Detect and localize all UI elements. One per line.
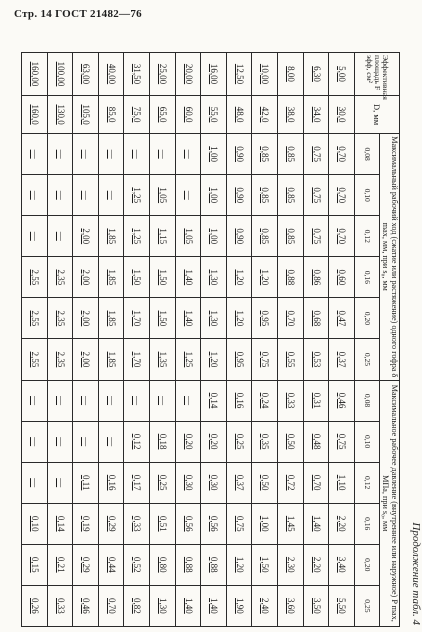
cell-area: 20,00 xyxy=(175,53,201,96)
cell-diameter: 30,0 xyxy=(329,96,355,134)
cell-stroke: 2,55 xyxy=(22,298,48,339)
cell-pressure: 0,25 xyxy=(150,462,176,503)
cell-stroke: 2,00 xyxy=(73,257,99,298)
cell-pressure: — xyxy=(73,421,99,462)
cell-stroke: 0,90 xyxy=(226,216,252,257)
cell-pressure: 3,50 xyxy=(303,585,329,626)
cell-stroke: 0,85 xyxy=(252,216,278,257)
cell-stroke: 0,75 xyxy=(303,175,329,216)
page-header: Стр. 14 ГОСТ 21482—76 xyxy=(14,8,142,20)
cell-pressure: 0,88 xyxy=(175,544,201,585)
cell-stroke: 1,05 xyxy=(175,216,201,257)
cell-pressure: 1,40 xyxy=(303,503,329,544)
cell-pressure: 0,19 xyxy=(73,503,99,544)
cell-stroke: 2,35 xyxy=(47,298,73,339)
cell-stroke: 0,70 xyxy=(329,134,355,175)
cell-pressure: 0,14 xyxy=(47,503,73,544)
cell-stroke: 0,95 xyxy=(252,298,278,339)
cell-stroke: 1,50 xyxy=(150,298,176,339)
cell-pressure: 0,75 xyxy=(329,421,355,462)
cell-pressure: 0,20 xyxy=(201,421,227,462)
cell-diameter: 55,0 xyxy=(201,96,227,134)
cell-pressure: — xyxy=(22,462,48,503)
cell-stroke: 0,85 xyxy=(278,216,304,257)
cell-pressure: — xyxy=(98,380,124,421)
cell-stroke: — xyxy=(175,134,201,175)
cell-area: 10,00 xyxy=(252,53,278,96)
table-continuation-label: Продолжение табл. 4 xyxy=(410,522,422,625)
cell-stroke: 0,85 xyxy=(278,175,304,216)
cell-diameter: 48,0 xyxy=(226,96,252,134)
subheader-stroke-1: 0,10 xyxy=(354,175,379,216)
cell-pressure: 0,70 xyxy=(98,585,124,626)
cell-pressure: 0,24 xyxy=(252,380,278,421)
cell-stroke: 1,40 xyxy=(175,298,201,339)
cell-pressure: 1,30 xyxy=(150,585,176,626)
cell-diameter: 75,0 xyxy=(124,96,150,134)
cell-stroke: 1,25 xyxy=(124,175,150,216)
cell-diameter: 42,0 xyxy=(252,96,278,134)
cell-pressure: 2,20 xyxy=(329,503,355,544)
cell-pressure: 0,70 xyxy=(303,462,329,503)
table-row xyxy=(278,53,304,627)
cell-pressure: 3,60 xyxy=(278,585,304,626)
cell-diameter: 38,0 xyxy=(278,96,304,134)
cell-pressure: — xyxy=(47,421,73,462)
cell-stroke: — xyxy=(124,134,150,175)
cell-pressure: 0,44 xyxy=(98,544,124,585)
cell-pressure: 0,31 xyxy=(303,380,329,421)
cell-stroke: — xyxy=(22,175,48,216)
cell-pressure: 0,11 xyxy=(73,462,99,503)
cell-pressure: 0,33 xyxy=(47,585,73,626)
cell-pressure: 0,35 xyxy=(252,421,278,462)
cell-pressure: 1,50 xyxy=(252,544,278,585)
header-effective-area: Эффективная площадь F эфф, см² xyxy=(354,53,399,96)
cell-pressure: 0,51 xyxy=(150,503,176,544)
cell-stroke: — xyxy=(22,134,48,175)
header-group-pressure: Максимальное рабочее давление (внутреннее или наружное) P max, МПа, при s₀, мм xyxy=(379,380,399,627)
cell-stroke: 1,00 xyxy=(201,134,227,175)
cell-area: 25,00 xyxy=(150,53,176,96)
data-table xyxy=(21,52,400,627)
cell-stroke: 1,70 xyxy=(124,298,150,339)
cell-stroke: — xyxy=(73,134,99,175)
subheader-pressure-5: 0,25 xyxy=(354,585,379,626)
table-row xyxy=(73,53,99,627)
table-row xyxy=(226,53,252,627)
cell-area: 40,00 xyxy=(98,53,124,96)
cell-stroke: — xyxy=(22,216,48,257)
cell-stroke: 1,85 xyxy=(98,216,124,257)
cell-stroke: 2,00 xyxy=(73,298,99,339)
cell-stroke: 1,30 xyxy=(201,298,227,339)
subheader-stroke-2: 0,12 xyxy=(354,216,379,257)
subheader-pressure-2: 0,12 xyxy=(354,462,379,503)
cell-stroke: — xyxy=(150,134,176,175)
cell-stroke: 1,20 xyxy=(226,298,252,339)
cell-pressure: — xyxy=(73,380,99,421)
cell-pressure: 0,50 xyxy=(278,421,304,462)
cell-stroke: 0,85 xyxy=(252,175,278,216)
cell-stroke: 1,15 xyxy=(150,216,176,257)
cell-stroke: 2,00 xyxy=(73,339,99,380)
cell-stroke: — xyxy=(175,175,201,216)
cell-stroke: — xyxy=(73,175,99,216)
cell-pressure: 0,72 xyxy=(278,462,304,503)
cell-area: 160,00 xyxy=(22,53,48,96)
cell-area: 100,00 xyxy=(47,53,73,96)
table-row xyxy=(47,53,73,627)
table-row xyxy=(98,53,124,627)
cell-stroke: 1,85 xyxy=(98,298,124,339)
cell-pressure: 1,00 xyxy=(252,503,278,544)
cell-pressure: 0,20 xyxy=(175,421,201,462)
cell-stroke: 0,75 xyxy=(252,339,278,380)
cell-area: 6,30 xyxy=(303,53,329,96)
cell-stroke: 0,70 xyxy=(278,298,304,339)
cell-diameter: 160,0 xyxy=(22,96,48,134)
cell-pressure: 1,40 xyxy=(201,585,227,626)
cell-stroke: — xyxy=(98,134,124,175)
cell-stroke: 2,55 xyxy=(22,257,48,298)
cell-stroke: 1,20 xyxy=(201,339,227,380)
cell-pressure: 0,46 xyxy=(73,585,99,626)
table-row xyxy=(124,53,150,627)
cell-stroke: 0,75 xyxy=(303,216,329,257)
cell-pressure: 0,26 xyxy=(22,585,48,626)
cell-area: 5,00 xyxy=(329,53,355,96)
rotated-table-page xyxy=(30,52,422,627)
cell-stroke: 0,90 xyxy=(226,134,252,175)
cell-pressure: 0,16 xyxy=(226,380,252,421)
cell-stroke: 1,20 xyxy=(226,257,252,298)
cell-pressure: 0,12 xyxy=(124,421,150,462)
cell-stroke: 1,00 xyxy=(201,175,227,216)
cell-pressure: 0,50 xyxy=(252,462,278,503)
cell-diameter: 34,0 xyxy=(303,96,329,134)
cell-pressure: — xyxy=(175,380,201,421)
cell-area: 16,00 xyxy=(201,53,227,96)
cell-stroke: 0,90 xyxy=(226,175,252,216)
cell-pressure: 1,45 xyxy=(278,503,304,544)
table-row xyxy=(175,53,201,627)
cell-pressure: 0,30 xyxy=(175,462,201,503)
cell-area: 12,50 xyxy=(226,53,252,96)
cell-area: 8,00 xyxy=(278,53,304,96)
cell-stroke: 0,70 xyxy=(329,216,355,257)
cell-pressure: 0,16 xyxy=(98,462,124,503)
cell-pressure: 1,40 xyxy=(175,585,201,626)
cell-pressure: 0,52 xyxy=(124,544,150,585)
cell-stroke: 1,30 xyxy=(201,257,227,298)
cell-pressure: 0,17 xyxy=(124,462,150,503)
cell-pressure: 0,18 xyxy=(150,421,176,462)
cell-pressure: — xyxy=(22,380,48,421)
cell-stroke: 1,25 xyxy=(175,339,201,380)
cell-pressure: 0,82 xyxy=(124,585,150,626)
table-row xyxy=(303,53,329,627)
subheader-pressure-4: 0,20 xyxy=(354,544,379,585)
cell-stroke: 1,35 xyxy=(150,339,176,380)
cell-pressure: 0,75 xyxy=(226,503,252,544)
cell-pressure: 0,88 xyxy=(201,544,227,585)
cell-diameter: 65,0 xyxy=(150,96,176,134)
table-row xyxy=(329,53,355,627)
subheader-pressure-1: 0,10 xyxy=(354,421,379,462)
cell-pressure: 0,37 xyxy=(226,462,252,503)
cell-pressure: 0,10 xyxy=(22,503,48,544)
cell-area: 63,00 xyxy=(73,53,99,96)
cell-stroke: 0,37 xyxy=(329,339,355,380)
cell-stroke: 1,05 xyxy=(150,175,176,216)
cell-diameter: 60,0 xyxy=(175,96,201,134)
cell-pressure: — xyxy=(22,421,48,462)
cell-pressure: 0,46 xyxy=(329,380,355,421)
cell-stroke: 0,75 xyxy=(303,134,329,175)
cell-diameter: 85,0 xyxy=(98,96,124,134)
cell-stroke: 1,20 xyxy=(252,257,278,298)
table-body xyxy=(22,53,355,627)
cell-stroke: 1,85 xyxy=(98,339,124,380)
cell-stroke: 0,53 xyxy=(303,339,329,380)
cell-pressure: 0,15 xyxy=(22,544,48,585)
cell-pressure: — xyxy=(47,462,73,503)
cell-stroke: 2,55 xyxy=(22,339,48,380)
subheader-stroke-0: 0,08 xyxy=(354,134,379,175)
cell-stroke: 1,85 xyxy=(98,257,124,298)
cell-pressure: 1,90 xyxy=(226,585,252,626)
cell-stroke: 2,35 xyxy=(47,339,73,380)
cell-pressure: 5,50 xyxy=(329,585,355,626)
cell-stroke: 0,47 xyxy=(329,298,355,339)
cell-pressure: 1,10 xyxy=(329,462,355,503)
cell-pressure: 0,29 xyxy=(98,503,124,544)
header-diameter: D, мм xyxy=(354,96,399,134)
cell-pressure: 0,80 xyxy=(150,544,176,585)
subheader-pressure-0: 0,08 xyxy=(354,380,379,421)
cell-stroke: — xyxy=(47,134,73,175)
cell-stroke: 0,55 xyxy=(278,339,304,380)
cell-stroke: — xyxy=(98,175,124,216)
cell-stroke: 0,60 xyxy=(329,257,355,298)
cell-pressure: 1,20 xyxy=(226,544,252,585)
subheader-stroke-3: 0,16 xyxy=(354,257,379,298)
header-group-stroke: Максимальный рабочий ход (сжатие или растяжение) одного гофра δ max, мм, при s₀, мм xyxy=(379,134,399,380)
cell-stroke: 1,00 xyxy=(201,216,227,257)
cell-area: 31,50 xyxy=(124,53,150,96)
cell-pressure: — xyxy=(150,380,176,421)
cell-stroke: 0,86 xyxy=(303,257,329,298)
cell-stroke: 0,88 xyxy=(278,257,304,298)
cell-pressure: 0,56 xyxy=(201,503,227,544)
cell-pressure: 0,29 xyxy=(73,544,99,585)
cell-stroke: 1,25 xyxy=(124,216,150,257)
subheader-stroke-5: 0,25 xyxy=(354,339,379,380)
cell-stroke: — xyxy=(47,175,73,216)
cell-diameter: 105,0 xyxy=(73,96,99,134)
cell-stroke: 0,85 xyxy=(278,134,304,175)
cell-pressure: 0,33 xyxy=(278,380,304,421)
cell-stroke: 0,95 xyxy=(226,339,252,380)
cell-stroke: 0,85 xyxy=(252,134,278,175)
table-row xyxy=(201,53,227,627)
cell-pressure: 0,30 xyxy=(201,462,227,503)
cell-stroke: 2,00 xyxy=(73,216,99,257)
cell-pressure: 3,40 xyxy=(329,544,355,585)
cell-stroke: 1,50 xyxy=(124,257,150,298)
cell-pressure: 2,20 xyxy=(303,544,329,585)
subheader-row xyxy=(354,53,379,627)
cell-pressure: 2,40 xyxy=(252,585,278,626)
cell-pressure: 0,56 xyxy=(175,503,201,544)
cell-stroke: 1,70 xyxy=(124,339,150,380)
cell-pressure: — xyxy=(124,380,150,421)
cell-stroke: 0,70 xyxy=(329,175,355,216)
cell-pressure: 0,33 xyxy=(124,503,150,544)
cell-stroke: 0,68 xyxy=(303,298,329,339)
subheader-stroke-4: 0,20 xyxy=(354,298,379,339)
cell-pressure: 0,14 xyxy=(201,380,227,421)
cell-pressure: — xyxy=(47,380,73,421)
table-row xyxy=(22,53,48,627)
cell-pressure: 0,21 xyxy=(47,544,73,585)
cell-diameter: 130,0 xyxy=(47,96,73,134)
subheader-pressure-3: 0,16 xyxy=(354,503,379,544)
table-row xyxy=(150,53,176,627)
cell-stroke: 1,40 xyxy=(175,257,201,298)
cell-stroke: 2,35 xyxy=(47,257,73,298)
cell-pressure: 0,48 xyxy=(303,421,329,462)
table-row xyxy=(252,53,278,627)
cell-pressure: — xyxy=(98,421,124,462)
cell-pressure: 0,25 xyxy=(226,421,252,462)
cell-stroke: 1,50 xyxy=(150,257,176,298)
cell-pressure: 2,30 xyxy=(278,544,304,585)
cell-stroke: — xyxy=(47,216,73,257)
